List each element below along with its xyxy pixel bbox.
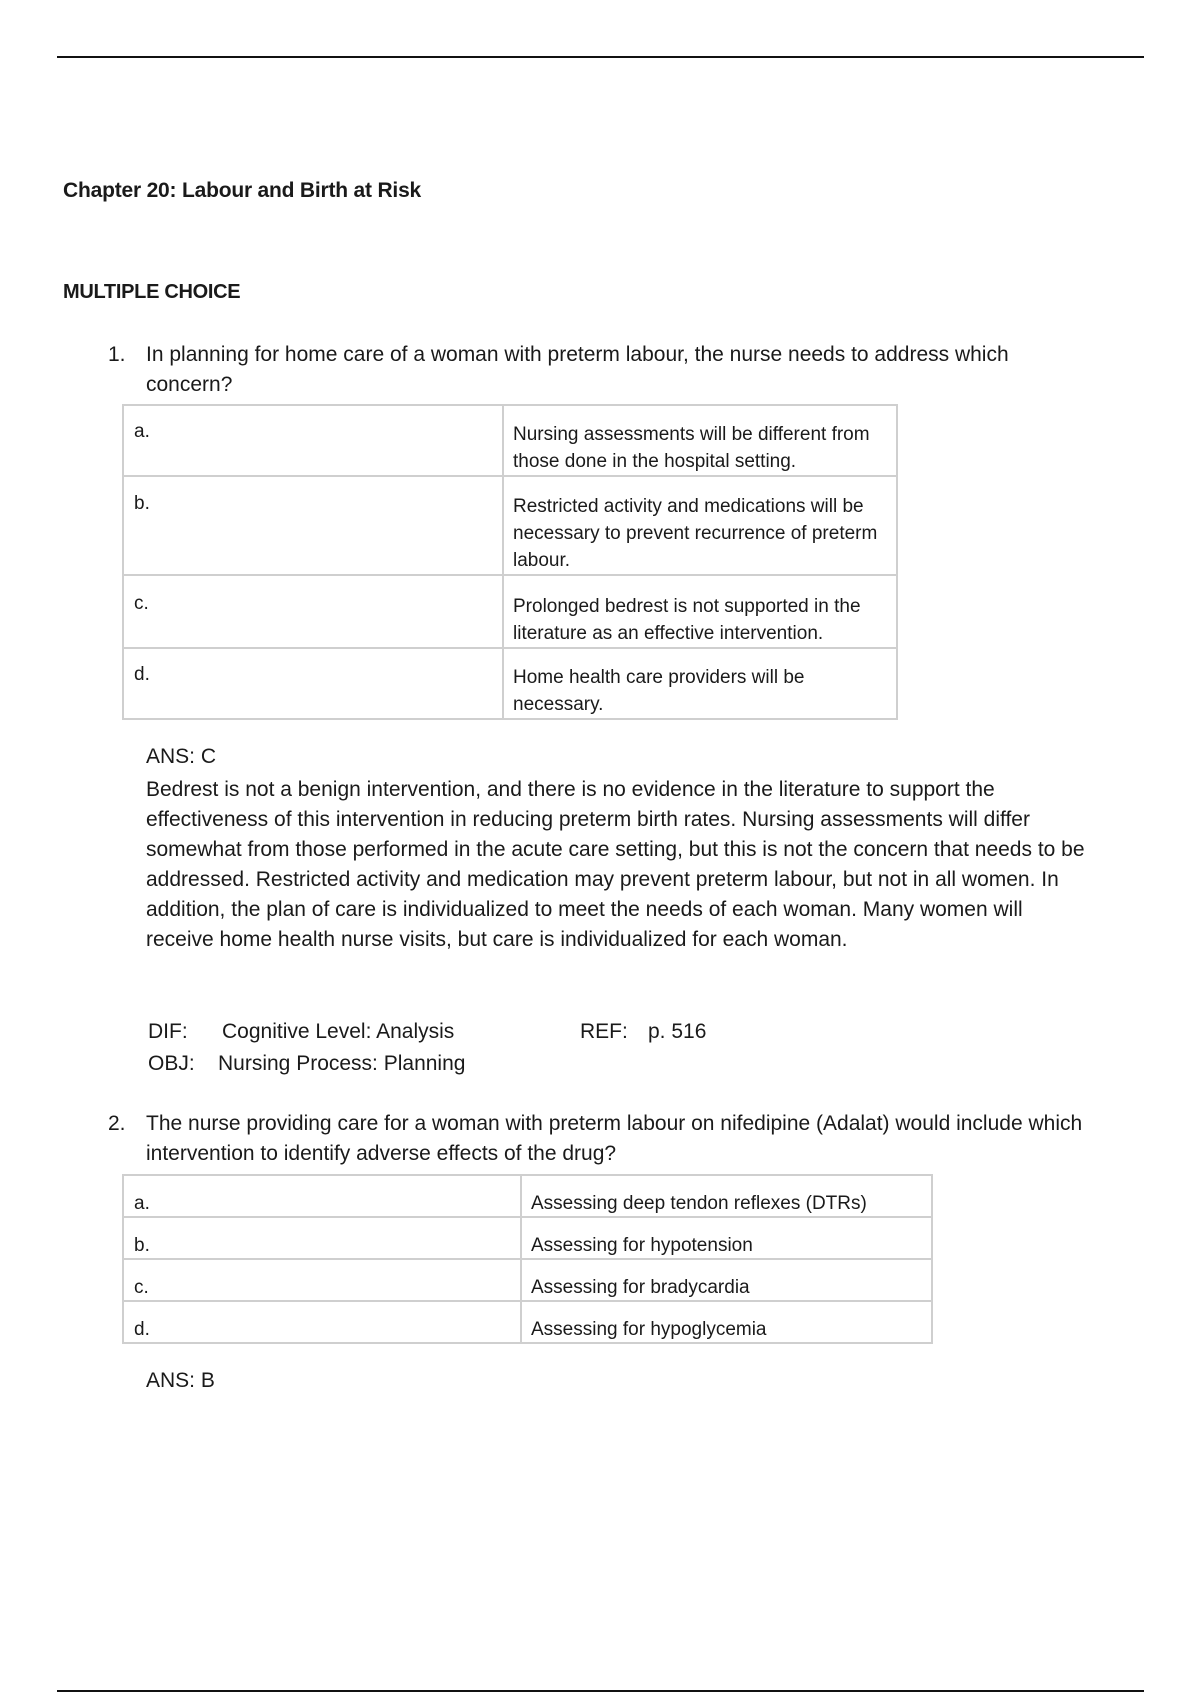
dif-label: DIF: xyxy=(148,1020,188,1043)
question-2-choices-table xyxy=(122,1174,933,1344)
choice-letter: b. xyxy=(123,476,503,575)
choice-row xyxy=(123,1301,932,1343)
choice-letter: a. xyxy=(123,1175,521,1217)
ref-value: p. 516 xyxy=(648,1020,707,1043)
question-number: 2. xyxy=(108,1112,126,1135)
choice-letter: d. xyxy=(123,648,503,719)
top-rule xyxy=(57,56,1144,58)
choice-letter: c. xyxy=(123,575,503,648)
question-stem: In planning for home care of a woman with preterm labour, the nurse needs to address which concern? xyxy=(146,343,1009,396)
answer-1: ANS: C xyxy=(146,745,217,768)
choice-text: Assessing for hypotension xyxy=(521,1217,932,1259)
choice-row xyxy=(123,1217,932,1259)
choice-text: Assessing deep tendon reflexes (DTRs) xyxy=(521,1175,932,1217)
choice-row xyxy=(123,1259,932,1301)
section-heading: MULTIPLE CHOICE xyxy=(63,281,241,303)
choice-letter: a. xyxy=(123,405,503,476)
choice-text: Prolonged bedrest is not supported in the literature as an effective intervention. xyxy=(503,575,897,648)
obj-label: OBJ: xyxy=(148,1052,195,1075)
choice-row xyxy=(123,1175,932,1217)
obj-value: Nursing Process: Planning xyxy=(218,1052,466,1075)
choice-text: Home health care providers will be necessary. xyxy=(503,648,897,719)
choice-text: Assessing for bradycardia xyxy=(521,1259,932,1301)
choice-letter: b. xyxy=(123,1217,521,1259)
question-1-choices-table xyxy=(122,404,898,720)
choice-letter: d. xyxy=(123,1301,521,1343)
choice-text: Nursing assessments will be different from those done in the hospital setting. xyxy=(503,405,897,476)
choice-row xyxy=(123,476,897,575)
choice-row xyxy=(123,648,897,719)
choice-text: Restricted activity and medications will be necessary to prevent recurrence of preterm labour. xyxy=(503,476,897,575)
choice-row xyxy=(123,575,897,648)
choice-letter: c. xyxy=(123,1259,521,1301)
question-number: 1. xyxy=(108,343,126,366)
question-1 xyxy=(108,340,1098,400)
question-2 xyxy=(108,1109,1098,1169)
question-stem: The nurse providing care for a woman with preterm labour on nifedipine (Adalat) would include which intervention to identify adverse effects of the drug? xyxy=(146,1112,1083,1165)
ref-label: REF: xyxy=(580,1020,628,1043)
choice-row xyxy=(123,405,897,476)
chapter-title: Chapter 20: Labour and Birth at Risk xyxy=(63,179,422,202)
answer-2: ANS: B xyxy=(146,1369,215,1392)
choice-text: Assessing for hypoglycemia xyxy=(521,1301,932,1343)
rationale-1: Bedrest is not a benign intervention, and there is no evidence in the literature to support the effectiveness of this intervention in reducing preterm birth rates. Nursing assessments will differ somewhat from those performed in the acute care setting, but this is not the concern that needs to be addressed. Restricted activity and medication may prevent preterm labour, but not in all women. In addition, the plan of care is individualized to meet the needs of each woman. Many women will receive home health nurse visits, but care is individualized for each woman. xyxy=(146,778,1085,951)
bottom-rule xyxy=(57,1690,1144,1692)
dif-value: Cognitive Level: Analysis xyxy=(222,1020,455,1043)
